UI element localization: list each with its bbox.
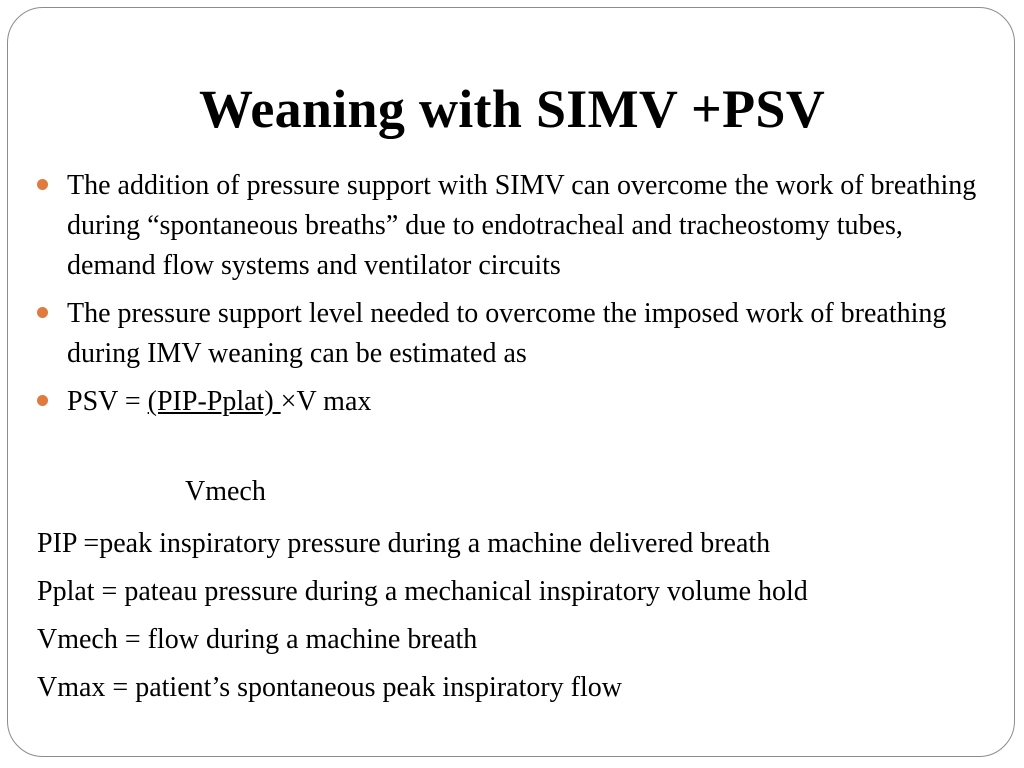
- definition-vmech: Vmech = flow during a machine breath: [37, 624, 478, 655]
- formula-bullet: [37, 382, 977, 422]
- bullet-item: [37, 166, 977, 286]
- bullet-list: [37, 166, 977, 430]
- definition-vmax: Vmax = patient’s spontaneous peak inspiratory flow: [37, 672, 623, 703]
- formula-numerator: (PIP-Pplat): [147, 386, 281, 417]
- formula-multiplier: ×V max: [280, 386, 372, 417]
- formula-lhs: PSV =: [67, 386, 148, 417]
- bullet-text: The pressure support level needed to overcome the imposed work of breathing during IMV weaning can be estimated as: [67, 298, 947, 369]
- formula-denominator: Vmech: [185, 476, 266, 507]
- bullet-item: [37, 294, 977, 374]
- slide-title: Weaning with SIMV +PSV: [199, 79, 825, 139]
- bullet-text: The addition of pressure support with SIMV can overcome the work of breathing during “spontaneous breaths” due to endotracheal and tracheostomy tubes, demand flow systems and ventilator circuits: [67, 170, 977, 281]
- bullet-dot-icon: [37, 395, 48, 406]
- definitions-list: [37, 520, 808, 712]
- bullet-dot-icon: [37, 307, 48, 318]
- definition-pip: PIP =peak inspiratory pressure during a machine delivered breath: [37, 528, 771, 559]
- definition-pplat: Pplat = pateau pressure during a mechanical inspiratory volume hold: [37, 576, 808, 607]
- bullet-dot-icon: [37, 179, 48, 190]
